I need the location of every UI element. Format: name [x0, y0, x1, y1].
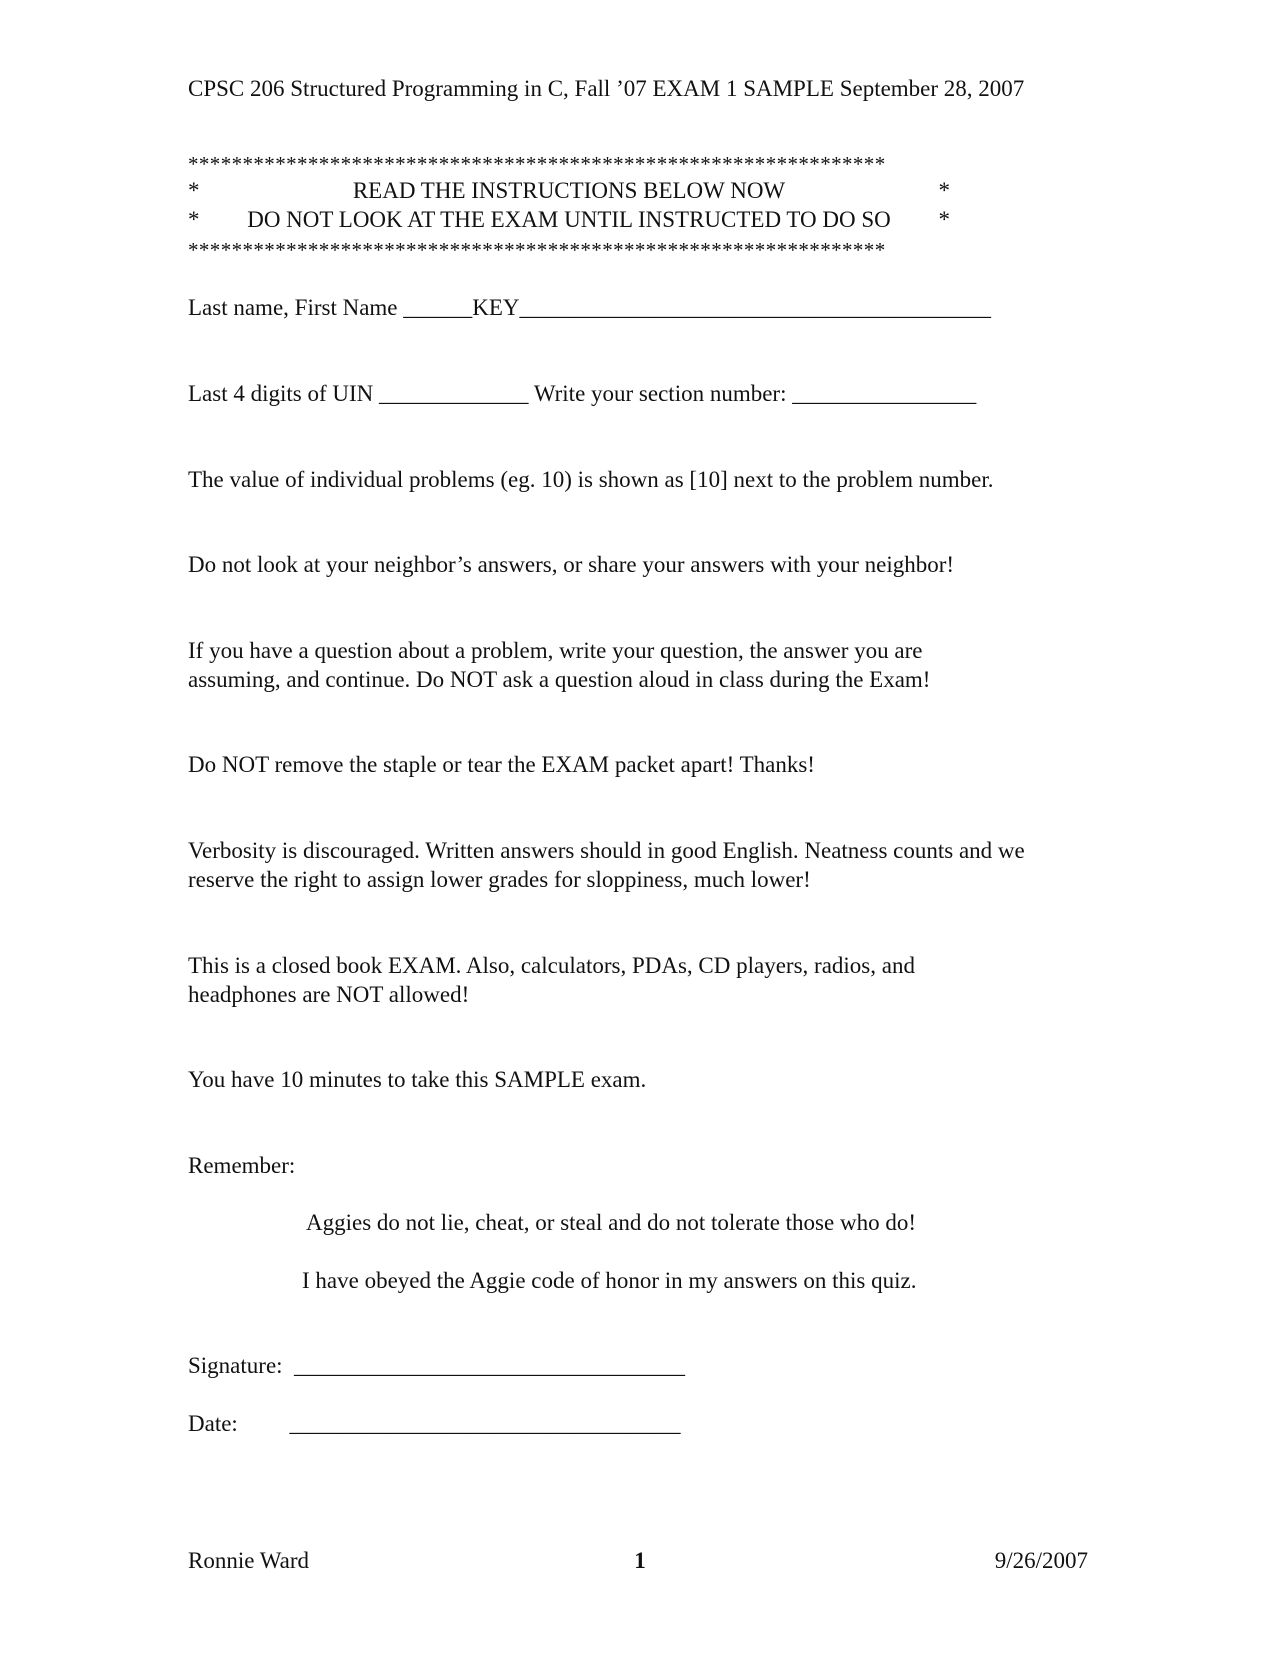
banner-line-1: READ THE INSTRUCTIONS BELOW NOW: [352, 178, 786, 203]
signature-field: Signature: __________________________________: [188, 1353, 686, 1378]
exam-header: CPSC 206 Structured Programming in C, Fall ’07 EXAM 1 SAMPLE September 28, 2007: [188, 76, 1025, 101]
name-field-line: Last name, First Name ______KEY_________________________________________: [188, 295, 992, 320]
banner-line-2: DO NOT LOOK AT THE EXAM UNTIL INSTRUCTED TO DO SO: [247, 207, 891, 232]
instruction-point-values: The value of individual problems (eg. 10) is shown as [10] next to the problem number.: [188, 467, 994, 492]
instruction-verbosity: Verbosity is discouraged. Written answers should in good English. Neatness counts and we reserve the right to assign lower grades for sloppiness, much lower!: [188, 838, 1025, 892]
honor-pledge-line: I have obeyed the Aggie code of honor in my answers on this quiz.: [302, 1268, 917, 1293]
banner-star: *: [188, 207, 200, 232]
date-field: Date: __________________________________: [188, 1411, 681, 1436]
banner-row-2: [188, 205, 950, 234]
aggie-code-line: Aggies do not lie, cheat, or steal and do not tolerate those who do!: [306, 1210, 916, 1235]
footer-date: 9/26/2007: [994, 1548, 1088, 1573]
banner-star: *: [938, 207, 950, 232]
instruction-time-limit: You have 10 minutes to take this SAMPLE exam.: [188, 1067, 647, 1092]
footer-author: Ronnie Ward: [188, 1548, 310, 1573]
remember-label: Remember:: [188, 1153, 296, 1178]
banner-star: *: [188, 178, 200, 203]
instruction-staple: Do NOT remove the staple or tear the EXAM packet apart! Thanks!: [188, 752, 815, 777]
instruction-questions: If you have a question about a problem, write your question, the answer you are assuming, and continue. Do NOT ask a question aloud in class during the Exam!: [188, 638, 931, 692]
star-rule-bottom: ****************************************************************: [188, 239, 886, 261]
footer-page-number: 1: [634, 1548, 646, 1573]
banner-star: *: [938, 178, 950, 203]
instruction-closed-book: This is a closed book EXAM. Also, calculators, PDAs, CD players, radios, and headphones are NOT allowed!: [188, 953, 915, 1007]
banner-row-1: [188, 176, 950, 205]
star-rule-top: ****************************************************************: [188, 153, 886, 175]
instruction-no-sharing: Do not look at your neighbor’s answers, or share your answers with your neighbor!: [188, 552, 955, 577]
uin-section-field-line: Last 4 digits of UIN _____________ Write your section number: ________________: [188, 381, 977, 406]
